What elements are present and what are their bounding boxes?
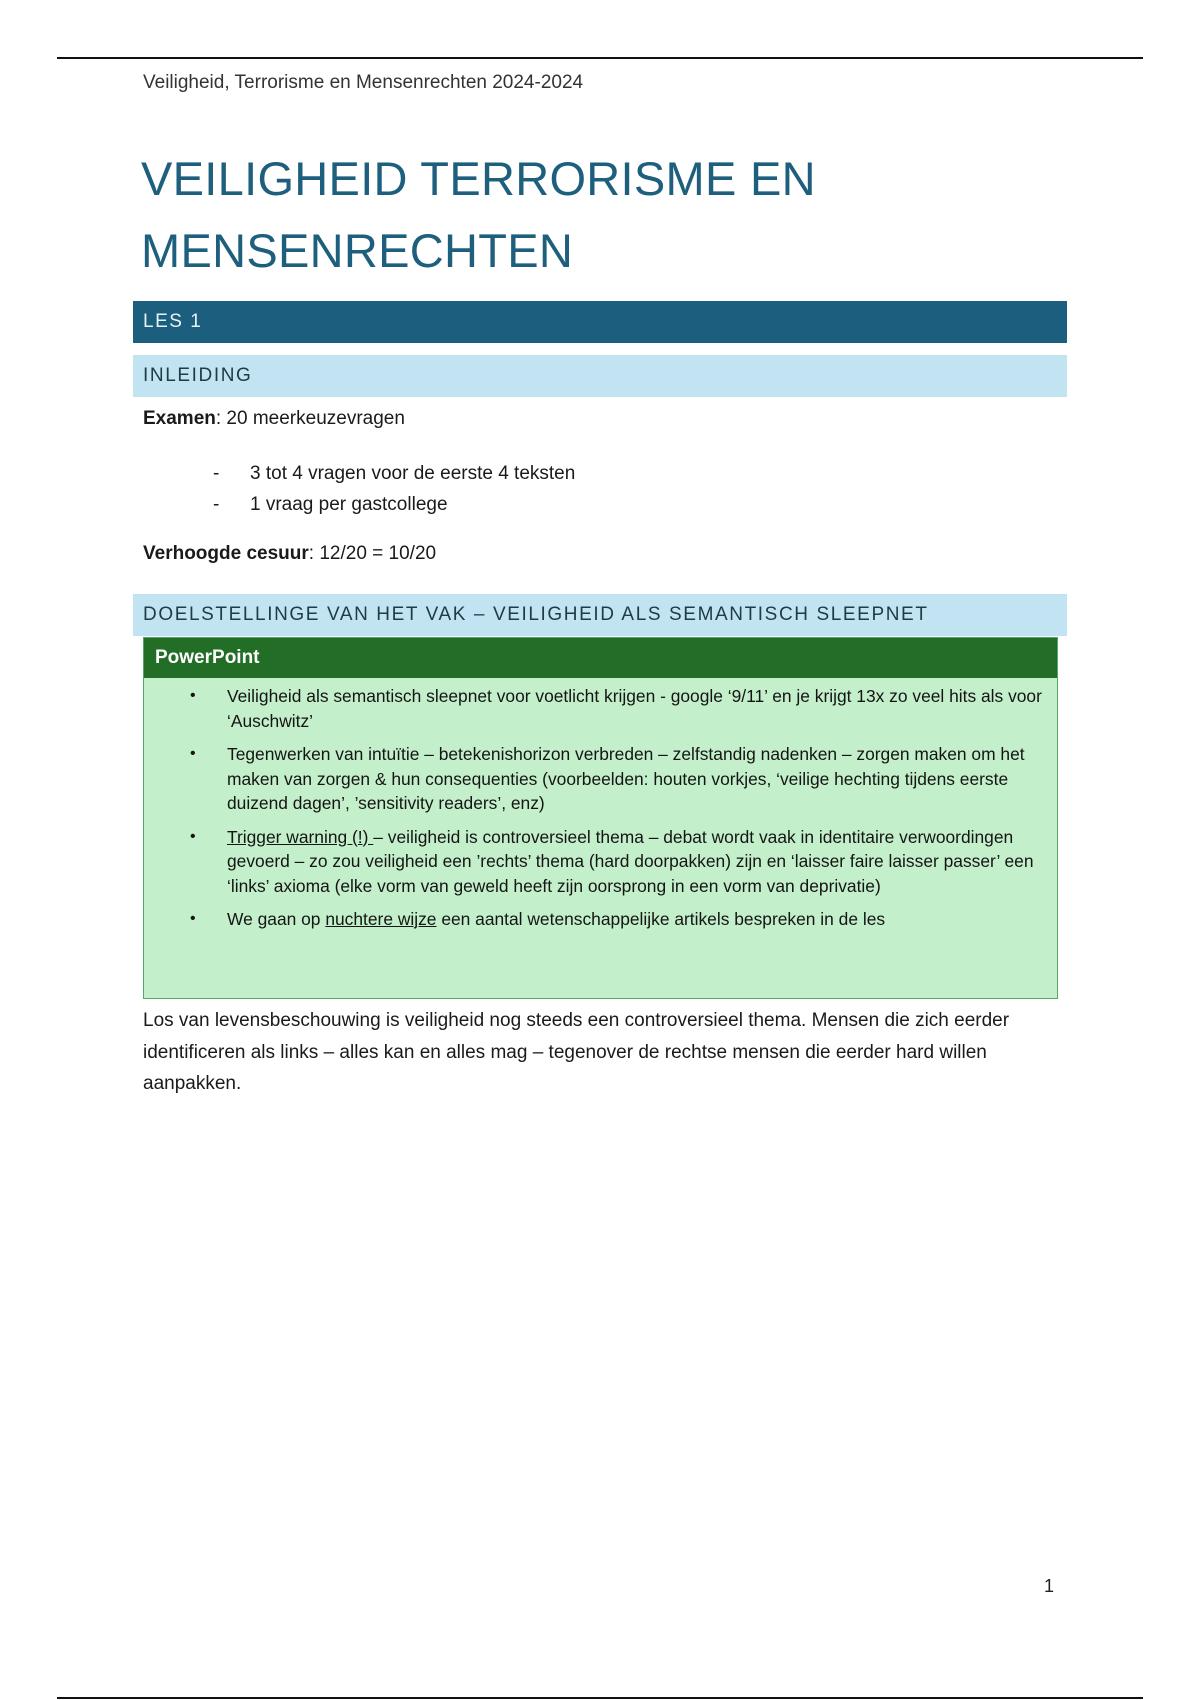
heading-les-1: LES 1 — [133, 301, 1067, 343]
exam-line — [143, 408, 405, 430]
trigger-warning-text: Trigger warning (!) — [227, 826, 374, 847]
cesuur-line — [143, 543, 436, 565]
list-item — [144, 825, 1057, 899]
list-item — [144, 742, 1057, 816]
cesuur-text: : 12/20 = 10/20 — [308, 543, 437, 564]
exam-text: : 20 meerkeuzevragen — [215, 408, 405, 429]
bullet-marker: • — [190, 910, 196, 927]
nuchtere-wijze-text: nuchtere wijze — [325, 909, 437, 929]
list-item — [213, 489, 575, 520]
bullet-text: Tegenwerken van intuïtie – betekenishorizon verbreden – zelfstandig nadenken – zorgen maken om het maken van zorgen & hun consequenties (voorbeelden: houten vorkjes, ‘veilige hechting tijdens eerste duizend dagen’, ’sensitivity readers’, enz) — [227, 744, 1025, 813]
bullet-text: Veiligheid als semantisch sleepnet voor voetlicht krijgen - google ‘9/11’ en je krijgt 13x zo veel hits als voor ‘Auschwitz’ — [227, 686, 1042, 731]
running-header: Veiligheid, Terrorisme en Mensenrechten 2024-2024 — [143, 72, 584, 93]
list-item-text: 1 vraag per gastcollege — [250, 494, 448, 515]
bullet-text-end: een aantal wetenschappelijke artikels bespreken in de les — [436, 909, 886, 929]
bullet-text: – veiligheid is controversieel thema – debat wordt vaak in identitaire verwoordingen gevoerd – zo zou veiligheid een ’rechts’ thema (hard doorpakken) zijn en ‘laisser faire laisser passer’ een ‘links’ axioma (elke vorm van geweld heeft zijn oorsprong in een vorm van deprivatie) — [227, 826, 1034, 896]
powerpoint-list — [144, 684, 1057, 941]
dash-marker: - — [213, 494, 220, 515]
powerpoint-heading: PowerPoint — [144, 638, 1057, 678]
powerpoint-box — [143, 637, 1058, 999]
bullet-marker: • — [190, 687, 196, 704]
title-line-1: VEILIGHEID TERRORISME EN — [141, 152, 816, 205]
heading-doelstellingen: DOELSTELLINGE VAN HET VAK – VEILIGHEID ALS SEMANTISCH SLEEPNET — [133, 594, 1067, 636]
bullet-marker: • — [190, 745, 196, 762]
bullet-marker: • — [190, 827, 196, 845]
top-rule — [57, 57, 1143, 59]
bottom-rule — [57, 1697, 1143, 1699]
heading-inleiding: INLEIDING — [133, 355, 1067, 397]
list-item — [144, 684, 1057, 733]
cesuur-label: Verhoogde cesuur — [143, 543, 309, 564]
document-title — [141, 143, 1041, 287]
page-number: 1 — [1044, 1576, 1055, 1596]
title-line-2: MENSENRECHTEN — [141, 224, 574, 277]
list-item — [213, 458, 575, 489]
list-item — [144, 907, 1057, 932]
list-item-text: 3 tot 4 vragen voor de eerste 4 teksten — [250, 463, 576, 484]
dash-marker: - — [213, 463, 220, 484]
exam-list — [213, 458, 575, 520]
exam-label: Examen — [143, 408, 216, 429]
closing-paragraph: Los van levensbeschouwing is veiligheid nog steeds een controversieel thema. Mensen die zich eerder identificeren als links – alles kan en alles mag – tegenover de rechtse mensen die eerder hard willen aanpakken. — [143, 1010, 1010, 1094]
bullet-text-start: We gaan op — [227, 909, 326, 929]
